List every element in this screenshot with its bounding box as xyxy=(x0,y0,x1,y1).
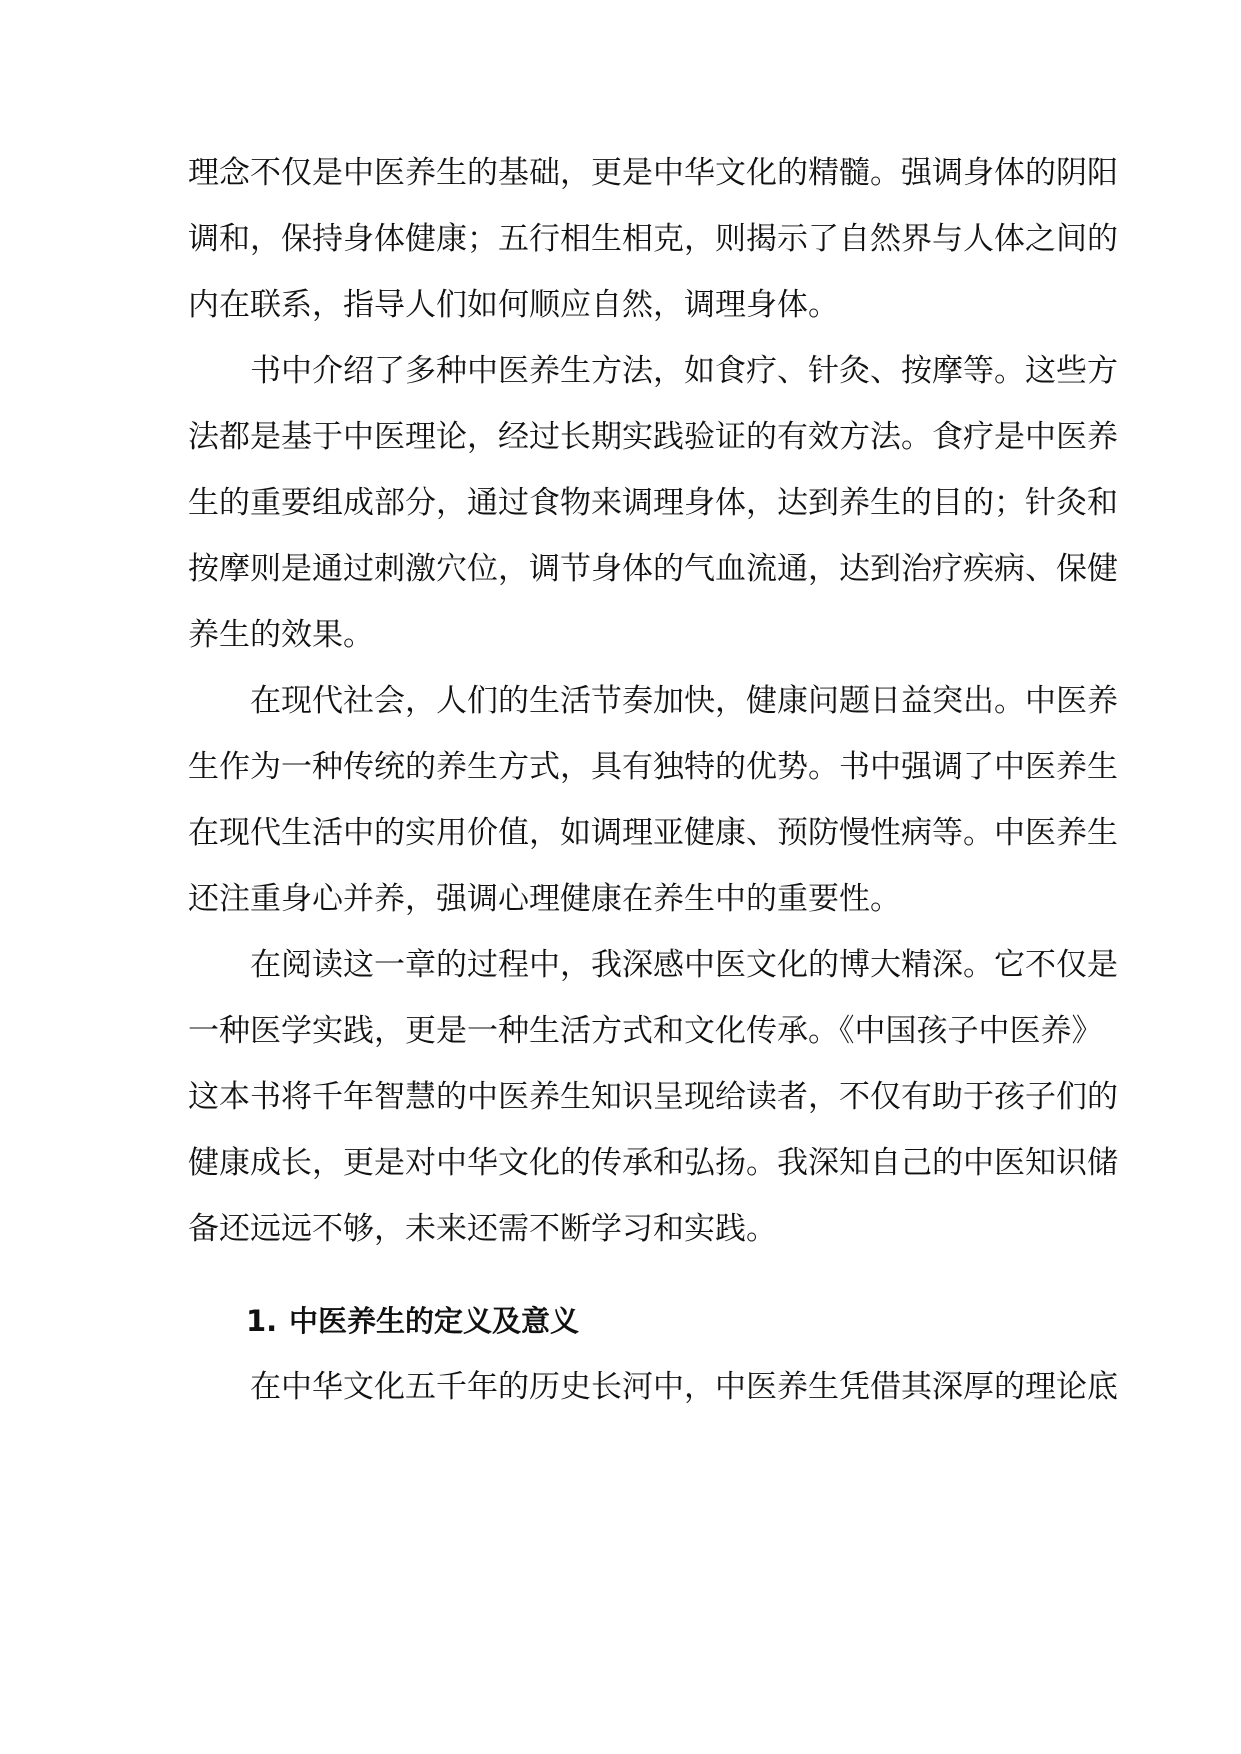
text-line: 还注重身心并养，强调心理健康在养生中的重要性。 xyxy=(188,881,901,917)
text-line: 一种医学实践，更是一种生活方式和文化传承。《中国孩子中医养》 xyxy=(188,1013,1103,1049)
section-heading xyxy=(188,1288,1054,1354)
paragraph xyxy=(188,338,1118,668)
text-line: 调和，保持身体健康；五行相生相克，则揭示了自然界与人体之间的 xyxy=(188,221,1118,257)
text-line: 备还远远不够，未来还需不断学习和实践。 xyxy=(188,1211,777,1247)
section-number: 1. xyxy=(246,1304,278,1338)
text-line: 健康成长，更是对中华文化的传承和弘扬。我深知自己的中医知识储 xyxy=(188,1145,1118,1181)
paragraph xyxy=(188,1354,1118,1420)
text-line: 在中华文化五千年的历史长河中，中医养生凭借其深厚的理论底 xyxy=(250,1369,1118,1405)
text-line: 在阅读这一章的过程中，我深感中医文化的博大精深。它不仅是 xyxy=(250,947,1118,983)
text-line: 按摩则是通过刺激穴位，调节身体的气血流通，达到治疗疾病、保健 xyxy=(188,551,1118,587)
document-page xyxy=(188,140,1118,1420)
paragraph xyxy=(188,932,1118,1262)
text-line: 内在联系，指导人们如何顺应自然，调理身体。 xyxy=(188,287,839,323)
text-line: 在现代社会，人们的生活节奏加快，健康问题日益突出。中医养 xyxy=(250,683,1118,719)
paragraph xyxy=(188,140,1118,338)
text-line: 养生的效果。 xyxy=(188,617,374,653)
text-line: 这本书将千年智慧的中医养生知识呈现给读者，不仅有助于孩子们的 xyxy=(188,1079,1118,1115)
text-line: 生作为一种传统的养生方式，具有独特的优势。书中强调了中医养生 xyxy=(188,749,1118,785)
text-line: 在现代生活中的实用价值，如调理亚健康、预防慢性病等。中医养生 xyxy=(188,815,1118,851)
text-line: 法都是基于中医理论，经过长期实践验证的有效方法。食疗是中医养 xyxy=(188,419,1118,455)
paragraph xyxy=(188,668,1118,932)
text-line: 书中介绍了多种中医养生方法，如食疗、针灸、按摩等。这些方 xyxy=(250,353,1118,389)
text-line: 理念不仅是中医养生的基础，更是中华文化的精髓。强调身体的阴阳 xyxy=(188,155,1118,191)
section-title: 中医养生的定义及意义 xyxy=(289,1304,580,1338)
text-line: 生的重要组成部分，通过食物来调理身体，达到养生的目的；针灸和 xyxy=(188,485,1118,521)
